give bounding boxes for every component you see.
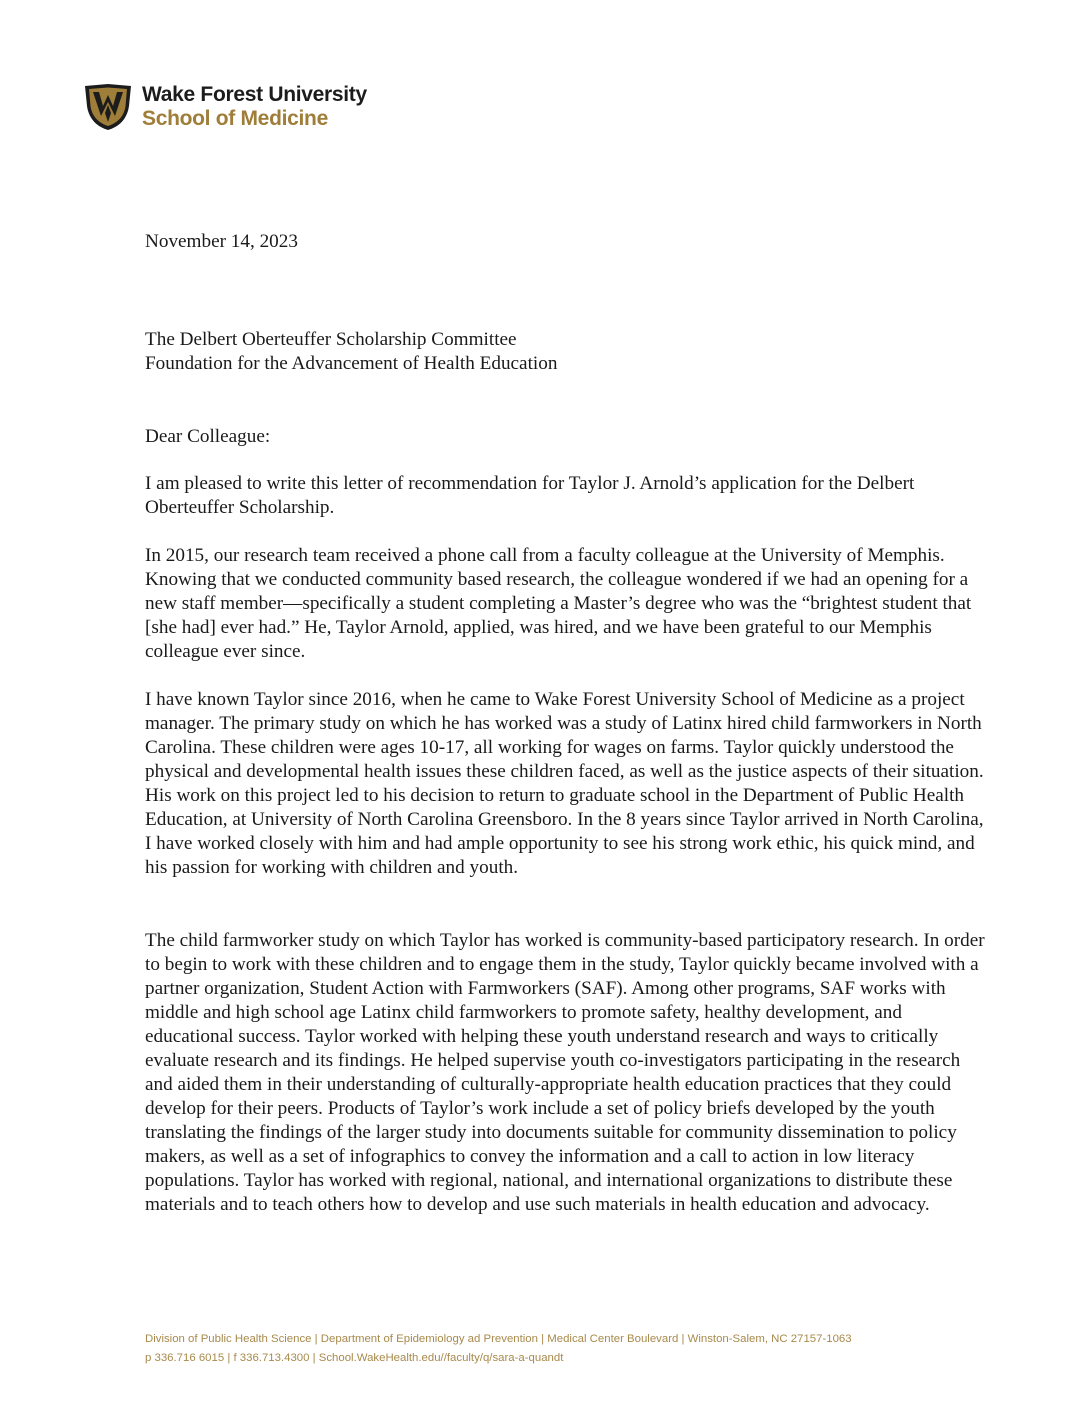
footer bbox=[145, 1330, 852, 1368]
school-name: School of Medicine bbox=[142, 107, 328, 130]
recipient-line-1: The Delbert Oberteuffer Scholarship Committee bbox=[145, 329, 517, 350]
body-paragraph-2: In 2015, our research team received a phone call from a faculty colleague at the University of Memphis. Knowing that we conducted community based research, the colleague wondered if we had an opening for a new staff member—specifically a student completing a Master’s degree who was the “brightest student that [she had] ever had.” He, Taylor Arnold, applied, was hired, and we have been grateful to our Memphis colleague ever since. bbox=[145, 545, 972, 662]
body-paragraph-1: I am pleased to write this letter of recommendation for Taylor J. Arnold’s application for the Delbert Oberteuffer Scholarship. bbox=[145, 473, 915, 518]
letterhead bbox=[82, 82, 367, 132]
body-paragraph-3: I have known Taylor since 2016, when he came to Wake Forest University School of Medicine as a project manager. The primary study on which he has worked was a study of Latinx hired child farmworkers in North Carolina. These children were ages 10-17, all working for wages on farms. Taylor quickly understood the physical and developmental health issues these children faced, as well as the justice aspects of their situation. His work on this project led to his decision to return to graduate school in the Department of Public Health Education, at University of North Carolina Greensboro. In the 8 years since Taylor arrived in North Carolina, I have worked closely with him and had ample opportunity to see his strong work ethic, his quick mind, and his passion for working with children and youth. bbox=[145, 689, 984, 878]
salutation: Dear Colleague: bbox=[145, 426, 271, 447]
wake-forest-shield-logo bbox=[82, 82, 134, 132]
letter-date: November 14, 2023 bbox=[145, 231, 298, 252]
recipient-line-2: Foundation for the Advancement of Health Education bbox=[145, 353, 558, 374]
institution-name bbox=[142, 83, 367, 131]
footer-contact-line: p 336.716 6015 | f 336.713.4300 | School.WakeHealth.edu//faculty/q/sara-a-quandt bbox=[145, 1352, 564, 1364]
footer-address-line: Division of Public Health Science | Department of Epidemiology ad Prevention | Medical Center Boulevard | Winston-Salem, NC 27157-1063 bbox=[145, 1333, 852, 1345]
recipient-block bbox=[145, 328, 985, 376]
body-paragraph-4: The child farmworker study on which Taylor has worked is community-based participatory research. In order to begin to work with these children and to engage them in the study, Taylor quickly became involved with a partner organization, Student Action with Farmworkers (SAF). Among other programs, SAF works with middle and high school age Latinx child farmworkers to promote safety, healthy development, and educational success. Taylor worked with helping these youth understand research and ways to critically evaluate research and its findings. He helped supervise youth co-investigators participating in the research and aided them in their understanding of culturally-appropriate health education practices that they could develop for their peers. Products of Taylor’s work include a set of policy briefs developed by the youth translating the findings of the larger study into documents suitable for community dissemination to policy makers, as well as a set of infographics to convey the information and a call to action in low literacy populations. Taylor has worked with regional, national, and international organizations to distribute these materials and to teach others how to develop and use such materials in health education and advocacy. bbox=[145, 930, 985, 1215]
university-name: Wake Forest University bbox=[142, 83, 367, 106]
